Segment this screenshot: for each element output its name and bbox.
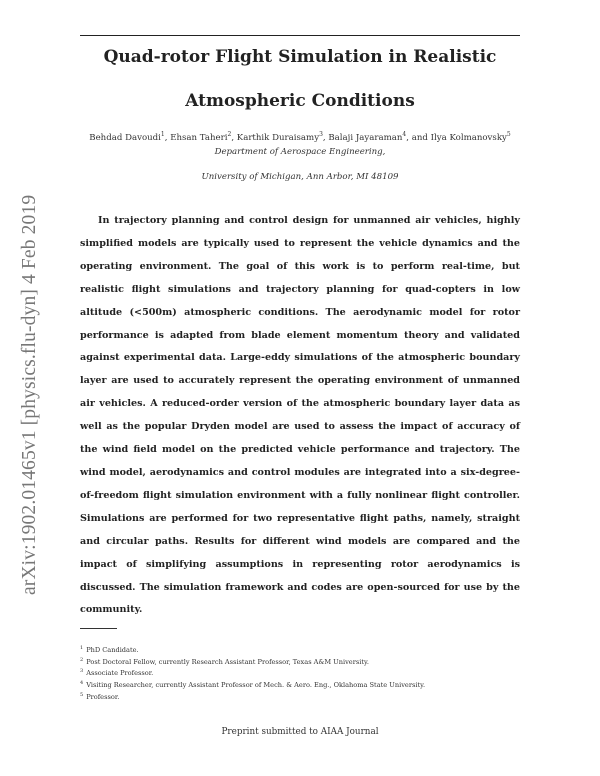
- author-mark: 5: [506, 131, 511, 138]
- affiliation-university: University of Michigan, Ann Arbor, MI 48109: [201, 172, 399, 182]
- author-name: Balaji Jayaraman: [328, 132, 403, 143]
- footnote: [80, 644, 520, 656]
- footnote: [80, 667, 520, 679]
- abstract: In trajectory planning and control design for unmanned air vehicles, highly simplified models are typically used to represent the vehicle dynamics and the operating environment. The goal of this work is to perform real-time, but realistic flight simulations and trajectory planning for quad-copters in low altitude (<500m) atmospheric conditions. The aerodynamic model for rotor performance is adapted from blade element momentum theory and validated against experimental data. Large-eddy simulations of the atmospheric boundary layer are used to accurately represent the operating environment of unmanned air vehicles. A reduced-order version of the atmospheric boundary layer data as well as the popular Dryden model are used to assess the impact of accuracy of the wind field model on the predicted vehicle performance and trajectory. The wind model, aerodynamics and control modules are integrated into a six-degree-of-freedom flight simulation environment with a fully nonlinear flight controller. Simulations are performed for two representative flight paths, namely, straight and circular paths. Results for different wind models are compared and the impact of simplifying assumptions in representing rotor aerodynamics is discussed. The simulation framework and codes are open-sourced for use by the community.: [80, 215, 520, 616]
- title-line-1: Quad-rotor Flight Simulation in Realistic: [103, 47, 497, 67]
- author: [431, 133, 511, 143]
- author-connector: and: [411, 132, 428, 143]
- author-name: Karthik Duraisamy: [236, 132, 320, 143]
- footnote-mark: 5: [80, 691, 84, 698]
- author-name: Behdad Davoudi: [89, 132, 161, 143]
- author: [237, 133, 323, 143]
- author-list: Behdad Davoudi$^1$, Ehsan Taheri$^2$, Karthik Duraisamy$^3$, Balaji Jayaraman$^4$, and Ilya Kolmanovsky$^5$: [89, 131, 511, 143]
- footnote-mark: 4: [80, 680, 84, 687]
- footnote-mark: 2: [80, 656, 84, 663]
- footnote: [80, 656, 520, 668]
- author-mark: 3: [319, 131, 323, 138]
- top-rule: [80, 35, 520, 36]
- footnote-text: Professor.: [86, 692, 120, 701]
- author: [89, 133, 164, 143]
- author-mark: 1: [160, 131, 165, 138]
- arxiv-stamp: arXiv:1902.01465v1 [physics.flu-dyn] 4 Feb 2019: [19, 194, 40, 595]
- author-mark: 4: [402, 131, 407, 138]
- footnote: [80, 679, 520, 691]
- author: [170, 133, 231, 143]
- footnote-text: Visiting Researcher, currently Assistant Professor of Mech. & Aero. Eng., Oklahoma State University.: [86, 681, 426, 690]
- title-line-2: Atmospheric Conditions: [185, 91, 415, 111]
- author: [328, 133, 406, 143]
- footnote-text: PhD Candidate.: [86, 646, 139, 655]
- affiliation-department: Department of Aerospace Engineering,: [214, 147, 386, 157]
- footnote-mark: 1: [80, 645, 84, 651]
- author-name: Ehsan Taheri: [170, 132, 228, 143]
- footnote-text: Associate Professor.: [86, 669, 154, 678]
- footnotes: [80, 644, 520, 702]
- author-name: Ilya Kolmanovsky: [430, 132, 507, 143]
- footnote: [80, 691, 520, 703]
- footnote-mark: 3: [80, 668, 84, 675]
- footnote-rule: [80, 628, 117, 629]
- page-footer: Preprint submitted to AIAA Journal: [221, 727, 379, 737]
- author-mark: 2: [227, 131, 232, 138]
- footnote-text: Post Doctoral Fellow, currently Research Assistant Professor, Texas A&M University.: [86, 657, 369, 666]
